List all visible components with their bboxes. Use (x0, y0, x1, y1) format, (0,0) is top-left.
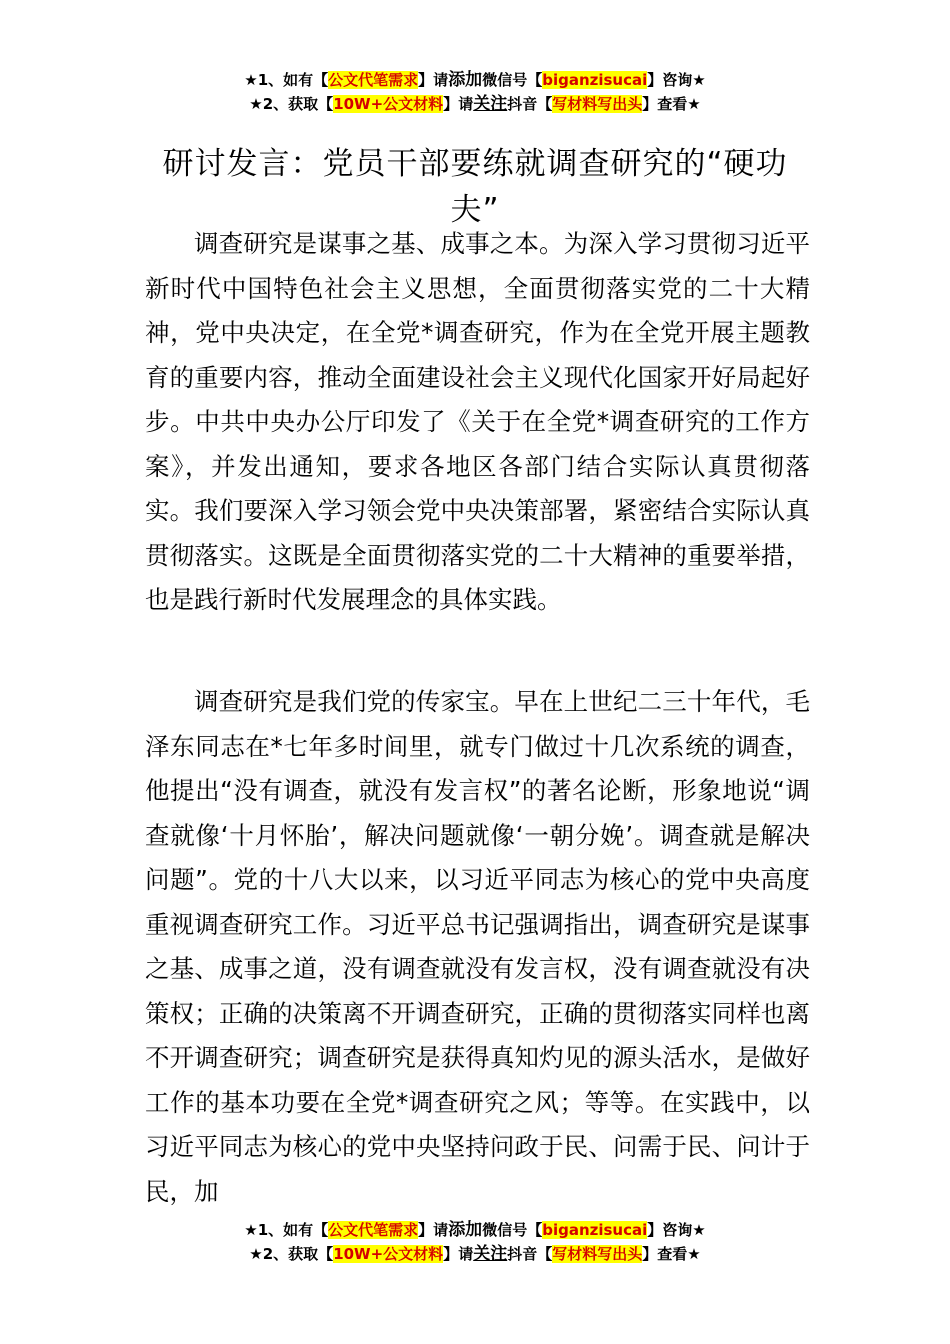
promo-emphasis-add: 添加 (448, 70, 483, 90)
document-title: 研讨发言：党员干部要练就调查研究的“硬功夫” (162, 145, 788, 228)
footer-promo-line-1: ★1、如有【公文代笔需求】请添加微信号【biganzisucai】咨询★ (244, 1220, 706, 1240)
header-promo-line-1: ★1、如有【公文代笔需求】请添加微信号【biganzisucai】咨询★ (244, 70, 706, 90)
promo-highlight-materials: 10W+公文材料 (333, 1245, 444, 1263)
body-paragraph-2: 调查研究是我们党的传家宝。早在上世纪二三十年代，毛泽东同志在*七年多时间里，就专门做过十几次系统的调查，他提出“没有调查，就没有发言权”的著名论断，形象地说“调查就像‘十月怀胎’，解决问题就像‘一朝分娩’。调查就是解决问题”。党的十八大以来，以习近平同志为核心的党中央高度重视调查研究工作。习近平总书记强调指出，调查研究是谋事之基、成事之道，没有调查就没有发言权，没有调查就没有决策权；正确的决策离不开调查研究，正确的贯彻落实同样也离不开调查研究；调查研究是获得真知灼见的源头活水，是做好工作的基本功要在全党*调查研究之风；等等。在实践中，以习近平同志为核心的党中央坚持问政于民、问需于民、问计于民，加 (145, 687, 810, 1206)
promo-highlight-douyin-account: 写材料写出头 (552, 95, 643, 113)
promo-emphasis-add: 添加 (448, 1220, 483, 1240)
promo-highlight-materials: 10W+公文材料 (333, 95, 444, 113)
promo-highlight-wechat-id: biganzisucai (542, 1221, 648, 1239)
promo-highlight-wechat-id: biganzisucai (542, 71, 648, 89)
promo-highlight-douyin-account: 写材料写出头 (552, 1245, 643, 1263)
promo-emphasis-follow: 关注 (473, 94, 508, 114)
footer-promo-banner (0, 1218, 950, 1266)
body-paragraph-1: 调查研究是谋事之基、成事之本。为深入学习贯彻习近平新时代中国特色社会主义思想，全面贯彻落实党的二十大精神，党中央决定，在全党*调查研究，作为在全党开展主题教育的重要内容，推动全面建设社会主义现代化国家开好局起好步。中共中央办公厅印发了《关于在全党*调查研究的工作方案》，并发出通知，要求各地区各部门结合实际认真贯彻落实。我们要深入学习领会党中央决策部署，紧密结合实际认真贯彻落实。这既是全面贯彻落实党的二十大精神的重要举措，也是践行新时代发展理念的具体实践。 (145, 229, 810, 614)
promo-highlight-service: 公文代笔需求 (328, 71, 419, 89)
header-promo-banner (0, 68, 950, 116)
promo-emphasis-follow: 关注 (473, 1244, 508, 1264)
footer-promo-line-2: ★2、获取【10W+公文材料】请关注抖音【写材料写出头】查看★ (249, 1244, 701, 1264)
header-promo-line-2: ★2、获取【10W+公文材料】请关注抖音【写材料写出头】查看★ (249, 94, 701, 114)
promo-highlight-service: 公文代笔需求 (328, 1221, 419, 1239)
